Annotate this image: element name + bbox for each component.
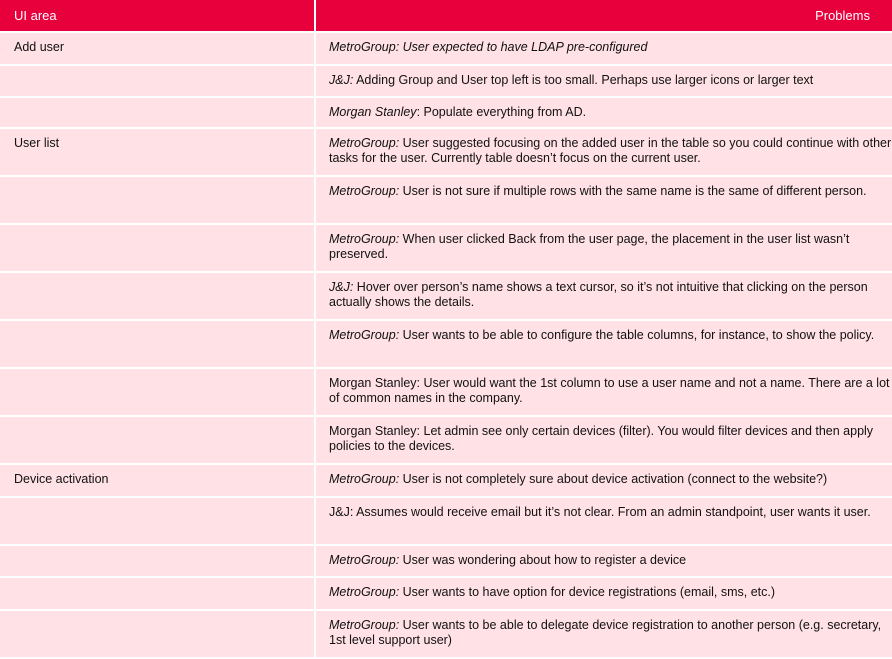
problem-cell [316, 33, 892, 66]
customer-name: MetroGroup: [329, 136, 400, 150]
ui-area-cell: Device activation [0, 465, 316, 498]
problem-text: User wants to be able to delegate device registration to another person (e.g. secretary, 1st level support user) [329, 618, 882, 647]
table-row [0, 417, 892, 465]
problem-cell [316, 225, 892, 273]
customer-name: MetroGroup: [329, 232, 400, 246]
problem-text: When user clicked Back from the user page, the placement in the user list wasn’t preserved. [329, 232, 850, 261]
table-row [0, 498, 892, 546]
problem-text: J&J: Assumes would receive email but it’s not clear. From an admin standpoint, user wants it user. [329, 505, 871, 519]
problem-text: : Populate everything from AD. [416, 105, 587, 119]
table-row [0, 546, 892, 578]
problem-text: User wants to have option for device registrations (email, sms, etc.) [399, 585, 776, 599]
table-row [0, 98, 892, 129]
problem-cell [316, 66, 892, 98]
ui-area-cell [0, 66, 316, 98]
table-row [0, 578, 892, 611]
problem-text: User is not completely sure about device activation (connect to the website?) [399, 472, 828, 486]
problem-text: User is not sure if multiple rows with the same name is the same of different person. [399, 184, 867, 198]
customer-name: Morgan Stanley [329, 105, 417, 119]
problem-text: Hover over person’s name shows a text cursor, so it’s not intuitive that clicking on the person actually shows the details. [329, 280, 868, 309]
ui-area-cell [0, 369, 316, 417]
problem-text: Morgan Stanley: Let admin see only certain devices (filter). You would filter devices and then apply policies to the devices. [329, 424, 874, 453]
header-ui-area: UI area [0, 0, 316, 33]
problem-cell [316, 129, 892, 177]
table-row [0, 177, 892, 225]
ui-area-cell: User list [0, 129, 316, 177]
problem-cell [316, 546, 892, 578]
problem-text: User wants to be able to configure the table columns, for instance, to show the policy. [399, 328, 875, 342]
customer-name: MetroGroup: [329, 184, 400, 198]
table-row [0, 225, 892, 273]
ui-area-cell [0, 98, 316, 129]
customer-name: MetroGroup: [329, 472, 400, 486]
table-row [0, 33, 892, 66]
customer-name: J&J: [329, 73, 354, 87]
problem-text: Adding Group and User top left is too small. Perhaps use larger icons or larger text [353, 73, 814, 87]
ui-area-cell [0, 177, 316, 225]
problem-text: User suggested focusing on the added user in the table so you could continue with other tasks for the user. Currently table doesn’t focus on the current user. [329, 136, 892, 165]
problem-cell [316, 98, 892, 129]
header-row [0, 0, 892, 33]
ui-area-cell [0, 417, 316, 465]
problem-text: User was wondering about how to register a device [399, 553, 687, 567]
customer-name: J&J: [329, 280, 354, 294]
customer-name: MetroGroup: [329, 585, 400, 599]
ui-area-cell [0, 498, 316, 546]
ui-area-cell [0, 225, 316, 273]
customer-name: MetroGroup: [329, 328, 400, 342]
problem-cell [316, 498, 892, 546]
customer-name: MetroGroup: [329, 618, 400, 632]
table-row [0, 321, 892, 369]
customer-name: MetroGroup: [329, 553, 400, 567]
ui-area-cell [0, 578, 316, 611]
problem-cell [316, 273, 892, 321]
ui-area-cell [0, 273, 316, 321]
problem-cell [316, 465, 892, 498]
ui-area-cell [0, 321, 316, 369]
customer-name: MetroGroup: User expected to have LDAP pre-configured [329, 40, 648, 54]
ui-area-cell [0, 546, 316, 578]
problem-text: Morgan Stanley: User would want the 1st column to use a user name and not a name. There are a lot of common names in the company. [329, 376, 890, 405]
problem-cell [316, 177, 892, 225]
table-row [0, 129, 892, 177]
problem-cell [316, 369, 892, 417]
problem-cell [316, 578, 892, 611]
table-row [0, 465, 892, 498]
problem-cell [316, 321, 892, 369]
table-row [0, 273, 892, 321]
table-row [0, 66, 892, 98]
ui-area-cell: Add user [0, 33, 316, 66]
problem-cell [316, 417, 892, 465]
table-row [0, 369, 892, 417]
header-problems: Problems [316, 0, 892, 33]
